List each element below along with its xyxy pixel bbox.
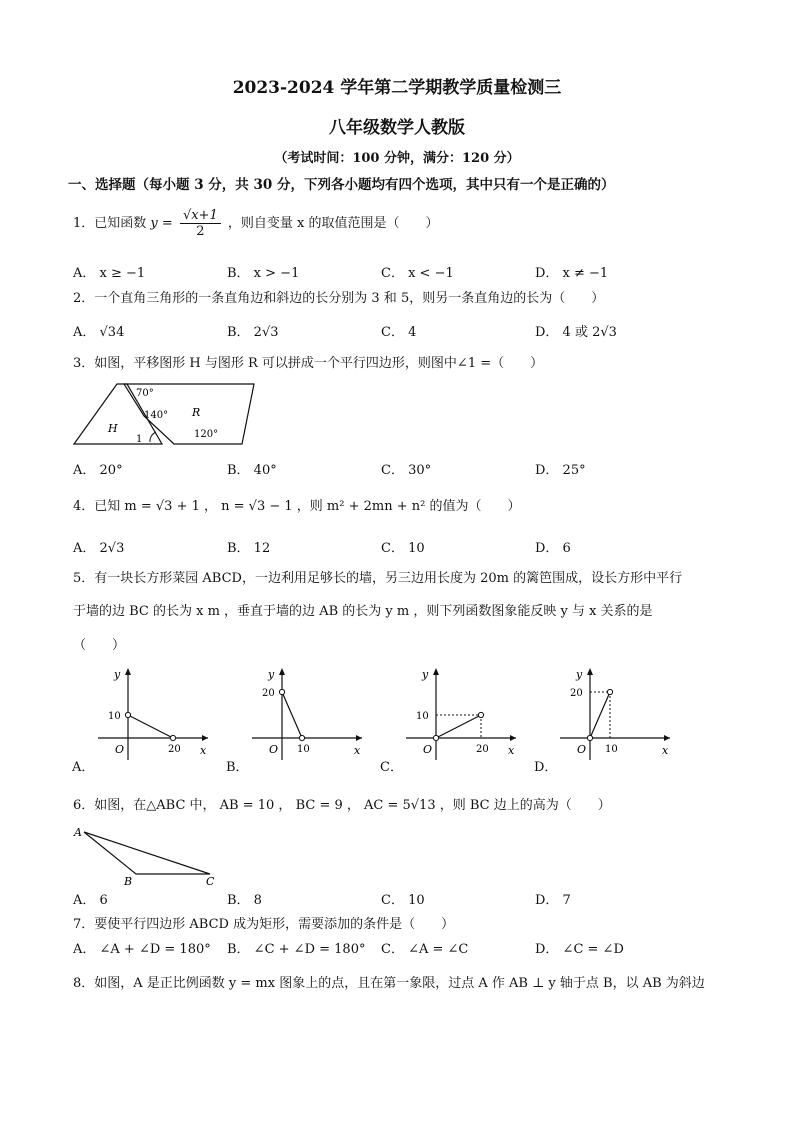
y-axis-label: y — [114, 668, 121, 681]
x-axis-arrow — [510, 735, 516, 741]
graph-line — [128, 715, 173, 738]
x-axis-label: x — [508, 744, 515, 757]
y-axis-arrow — [587, 668, 593, 675]
q7-option-d: D． ∠C = ∠D — [535, 942, 624, 957]
y-axis-arrow — [279, 668, 285, 675]
q5-graph-b — [244, 664, 369, 764]
q3-label-1: 1 — [136, 434, 143, 445]
x-tick-label: 20 — [476, 744, 489, 755]
graph-line — [590, 692, 610, 738]
question-2: 2．一个直角三角形的一条直角边和斜边的长分别为 3 和 5，则另一条直角边的长为（ ） — [73, 291, 605, 306]
q6-option-b: B． 8 — [227, 893, 262, 908]
q4-option-a: A． 2√3 — [73, 541, 125, 556]
graph-line — [436, 715, 481, 738]
q3-option-c: C． 30° — [381, 463, 432, 478]
q3-label-140: 140° — [144, 410, 169, 421]
question-5-line-3: （ ） — [73, 638, 126, 653]
q6-option-d: D． 7 — [535, 893, 571, 908]
q4-option-d: D． 6 — [535, 541, 571, 556]
y-axis-label: y — [268, 668, 275, 681]
question-1-prefix: 1．已知函数 — [73, 216, 147, 231]
open-endpoint — [433, 735, 438, 740]
question-7: 7．要使平行四边形 ABCD 成为矩形，需要添加的条件是（ ） — [73, 917, 455, 932]
section-heading: 一、选择题（每小题 3 分，共 30 分，下列各小题均有四个选项，其中只有一个是正确的） — [68, 177, 615, 193]
origin-label: O — [269, 743, 279, 756]
y-axis-label: y — [576, 668, 583, 681]
open-endpoint — [279, 689, 284, 694]
q2-option-d: D． 4 或 2√3 — [535, 325, 617, 340]
open-endpoint — [587, 735, 592, 740]
x-axis-arrow — [202, 735, 208, 741]
open-endpoint — [299, 735, 304, 740]
open-endpoint — [478, 712, 483, 717]
open-endpoint — [607, 689, 612, 694]
question-6: 6．如图，在△ABC 中， AB = 10 ， BC = 9 ， AC = 5√13 ，则 BC 边上的高为（ ） — [73, 798, 611, 813]
q3-figure — [72, 380, 256, 448]
question-1-suffix: ，则自变量 x 的取值范围是（ ） — [227, 216, 439, 231]
q3-label-120: 120° — [194, 429, 219, 440]
q3-label-R: R — [192, 406, 201, 419]
x-axis-arrow — [664, 735, 670, 741]
q1-option-a: A． x ≥ −1 — [73, 266, 146, 281]
q3-option-d: D． 25° — [535, 463, 586, 478]
q5-graph-label-d: D． — [534, 760, 558, 775]
y-tick-label: 10 — [108, 711, 121, 722]
fraction-denominator: 2 — [196, 224, 205, 239]
q7-option-a: A． ∠A + ∠D = 180° — [73, 942, 211, 957]
q6-option-a: A． 6 — [73, 893, 108, 908]
function-lhs: y = — [150, 216, 173, 231]
q6-label-C: C — [206, 875, 215, 886]
q4-option-c: C． 10 — [381, 541, 425, 556]
x-axis-label: x — [200, 744, 207, 757]
fraction — [180, 208, 221, 239]
y-axis-arrow — [433, 668, 439, 675]
q5-graph-label-b: B． — [226, 760, 249, 775]
q5-graph-d — [552, 664, 677, 764]
y-tick-label: 20 — [262, 688, 275, 699]
q2-option-b: B． 2√3 — [227, 325, 279, 340]
x-tick-label: 10 — [605, 744, 618, 755]
x-tick-label: 10 — [297, 744, 310, 755]
q1-option-d: D． x ≠ −1 — [535, 266, 609, 281]
q2-option-a: A． √34 — [73, 325, 125, 340]
origin-label: O — [577, 743, 587, 756]
question-1 — [73, 208, 438, 239]
exam-subtitle: 八年级数学人教版 — [329, 118, 465, 138]
q4-option-b: B． 12 — [227, 541, 271, 556]
question-8: 8．如图，A 是正比例函数 y = mx 图象上的点，且在第一象限，过点 A 作 AB ⊥ y 轴于点 B，以 AB 为斜边 — [73, 976, 705, 991]
exam-info: （考试时间：100 分钟，满分：120 分） — [274, 151, 520, 166]
question-4: 4．已知 m = √3 + 1 ， n = √3 − 1 ，则 m² + 2mn + n² 的值为（ ） — [73, 499, 521, 514]
x-tick-label: 20 — [168, 744, 181, 755]
graph-line — [282, 692, 302, 738]
question-5-line-2: 于墙的边 BC 的长为 x m ，垂直于墙的边 AB 的长为 y m ，则下列函数图象能反映 y 与 x 关系的是 — [73, 604, 653, 619]
q3-option-a: A． 20° — [73, 463, 123, 478]
q5-graph-label-c: C． — [380, 760, 403, 775]
q6-label-A: A — [74, 826, 82, 839]
origin-label: O — [115, 743, 125, 756]
q3-label-H: H — [108, 422, 118, 435]
q2-option-c: C． 4 — [381, 325, 417, 340]
open-endpoint — [170, 735, 175, 740]
q5-graph-label-a: A． — [72, 760, 95, 775]
x-axis-arrow — [356, 735, 362, 741]
q5-graph-a — [90, 664, 215, 764]
x-axis-label: x — [354, 744, 361, 757]
y-axis-label: y — [422, 668, 429, 681]
question-5-line-1: 5．有一块长方形菜园 ABCD，一边利用足够长的墙，另三边用长度为 20m 的篱笆围成，设长方形中平行 — [73, 571, 683, 586]
q7-option-c: C． ∠A = ∠C — [381, 942, 469, 957]
q3-label-70: 70° — [136, 388, 154, 399]
fraction-numerator: √x+1 — [180, 208, 221, 224]
q5-graph-c — [398, 664, 523, 764]
question-3: 3．如图，平移图形 H 与图形 R 可以拼成一个平行四边形，则图中∠1 =（ ） — [73, 356, 544, 371]
q1-option-b: B． x > −1 — [227, 266, 300, 281]
q1-option-c: C． x < −1 — [381, 266, 454, 281]
y-tick-label: 20 — [570, 688, 583, 699]
q6-option-c: C． 10 — [381, 893, 425, 908]
q6-label-B: B — [124, 875, 133, 886]
origin-label: O — [423, 743, 433, 756]
q7-option-b: B． ∠C + ∠D = 180° — [227, 942, 366, 957]
open-endpoint — [125, 712, 130, 717]
q6-figure — [72, 822, 222, 886]
q3-option-b: B． 40° — [227, 463, 277, 478]
x-axis-label: x — [662, 744, 669, 757]
y-tick-label: 10 — [416, 711, 429, 722]
exam-title: 2023-2024 学年第二学期教学质量检测三 — [232, 78, 562, 98]
y-axis-arrow — [125, 668, 131, 675]
